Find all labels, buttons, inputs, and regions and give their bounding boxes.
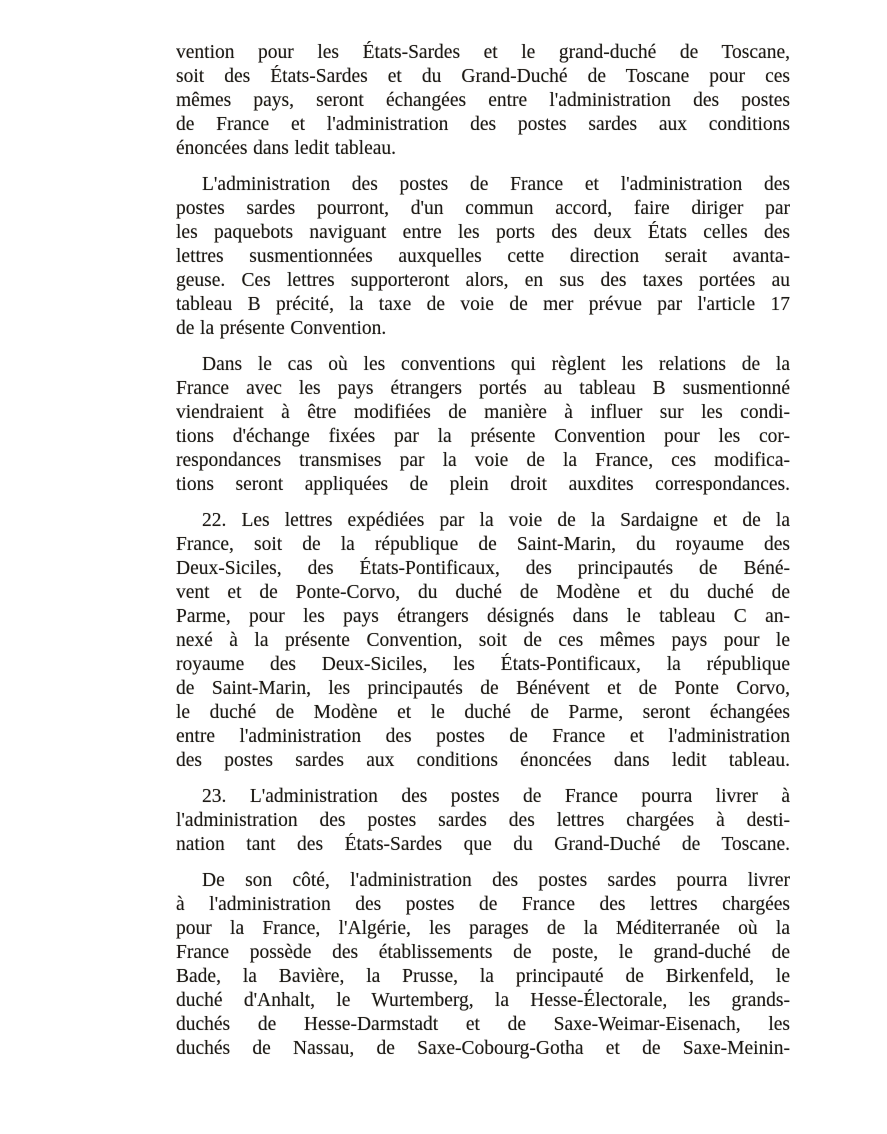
text-line: postes sardes pourront, d'un commun accord, faire diriger par [176, 198, 790, 219]
text-line: duché d'Anhalt, le Wurtemberg, la Hesse-Électorale, les grands- [176, 990, 790, 1011]
text-line: soit des États-Sardes et du Grand-Duché de Toscane pour ces [176, 66, 790, 87]
text-line: vention pour les États-Sardes et le grand-duché de Toscane, [176, 42, 790, 63]
text-line: duchés de Hesse-Darmstadt et de Saxe-Weimar-Eisenach, les [176, 1014, 790, 1035]
article-23 [176, 785, 790, 857]
text-line: mêmes pays, seront échangées entre l'administration des postes [176, 90, 790, 111]
paragraph-modifications [176, 353, 790, 497]
text-line: France, soit de la république de Saint-Marin, du royaume des [176, 534, 790, 555]
text-line: Dans le cas où les conventions qui règlent les relations de la [202, 354, 790, 375]
paragraph-continuation [176, 41, 790, 161]
text-line: de Saint-Marin, les principautés de Bénévent et de Ponte Corvo, [176, 678, 790, 699]
text-line: respondances transmises par la voie de la France, ces modifica- [176, 450, 790, 471]
text-line: de la présente Convention. [176, 318, 387, 339]
text-line: L'administration des postes de France et l'administration des [202, 174, 790, 195]
paragraph-paquebots [176, 173, 790, 341]
paragraph-de-son-cote [176, 869, 790, 1061]
text-line: Parme, pour les pays étrangers désignés dans le tableau C an- [176, 606, 790, 627]
text-line: duchés de Nassau, de Saxe-Cobourg-Gotha et de Saxe-Meinin- [176, 1038, 790, 1059]
text-line: l'administration des postes sardes des lettres chargées à desti- [176, 810, 790, 831]
text-line: Bade, la Bavière, la Prusse, la principauté de Birkenfeld, le [176, 966, 790, 987]
text-line: vent et de Ponte-Corvo, du duché de Modène et du duché de [176, 582, 790, 603]
text-line: royaume des Deux-Siciles, les États-Pontificaux, la république [176, 654, 790, 675]
text-line: pour la France, l'Algérie, les parages de la Méditerranée où la [176, 918, 790, 939]
text-line: De son côté, l'administration des postes sardes pourra livrer [202, 870, 790, 891]
text-line: geuse. Ces lettres supporteront alors, en sus des taxes portées au [176, 270, 790, 291]
text-line: nexé à la présente Convention, soit de ces mêmes pays pour le [176, 630, 790, 651]
text-line: les paquebots naviguant entre les ports des deux États celles des [176, 222, 790, 243]
text-line: nation tant des États-Sardes que du Grand-Duché de Toscane. [176, 834, 790, 855]
article-22 [176, 509, 790, 773]
text-line: lettres susmentionnées auxquelles cette direction serait avanta- [176, 246, 790, 267]
text-line: tableau B précité, la taxe de voie de mer prévue par l'article 17 [176, 294, 790, 315]
text-line: de France et l'administration des postes sardes aux conditions [176, 114, 790, 135]
text-line: 22. Les lettres expédiées par la voie de la Sardaigne et de la [202, 510, 790, 531]
text-line: viendraient à être modifiées de manière à influer sur les condi- [176, 402, 790, 423]
text-line: à l'administration des postes de France des lettres chargées [176, 894, 790, 915]
text-line: tions d'échange fixées par la présente Convention pour les cor- [176, 426, 790, 447]
text-line: 23. L'administration des postes de France pourra livrer à [202, 786, 790, 807]
text-line: des postes sardes aux conditions énoncées dans ledit tableau. [176, 750, 790, 771]
text-line: Deux-Siciles, des États-Pontificaux, des principautés de Béné- [176, 558, 790, 579]
text-line: France avec les pays étrangers portés au tableau B susmentionné [176, 378, 790, 399]
text-line: énoncées dans ledit tableau. [176, 138, 397, 159]
text-line: tions seront appliquées de plein droit auxdites correspondances. [176, 474, 790, 495]
page-text-block [176, 41, 790, 1061]
text-line: le duché de Modène et le duché de Parme, seront échangées [176, 702, 790, 723]
text-line: France possède des établissements de poste, le grand-duché de [176, 942, 790, 963]
text-line: entre l'administration des postes de France et l'administration [176, 726, 790, 747]
